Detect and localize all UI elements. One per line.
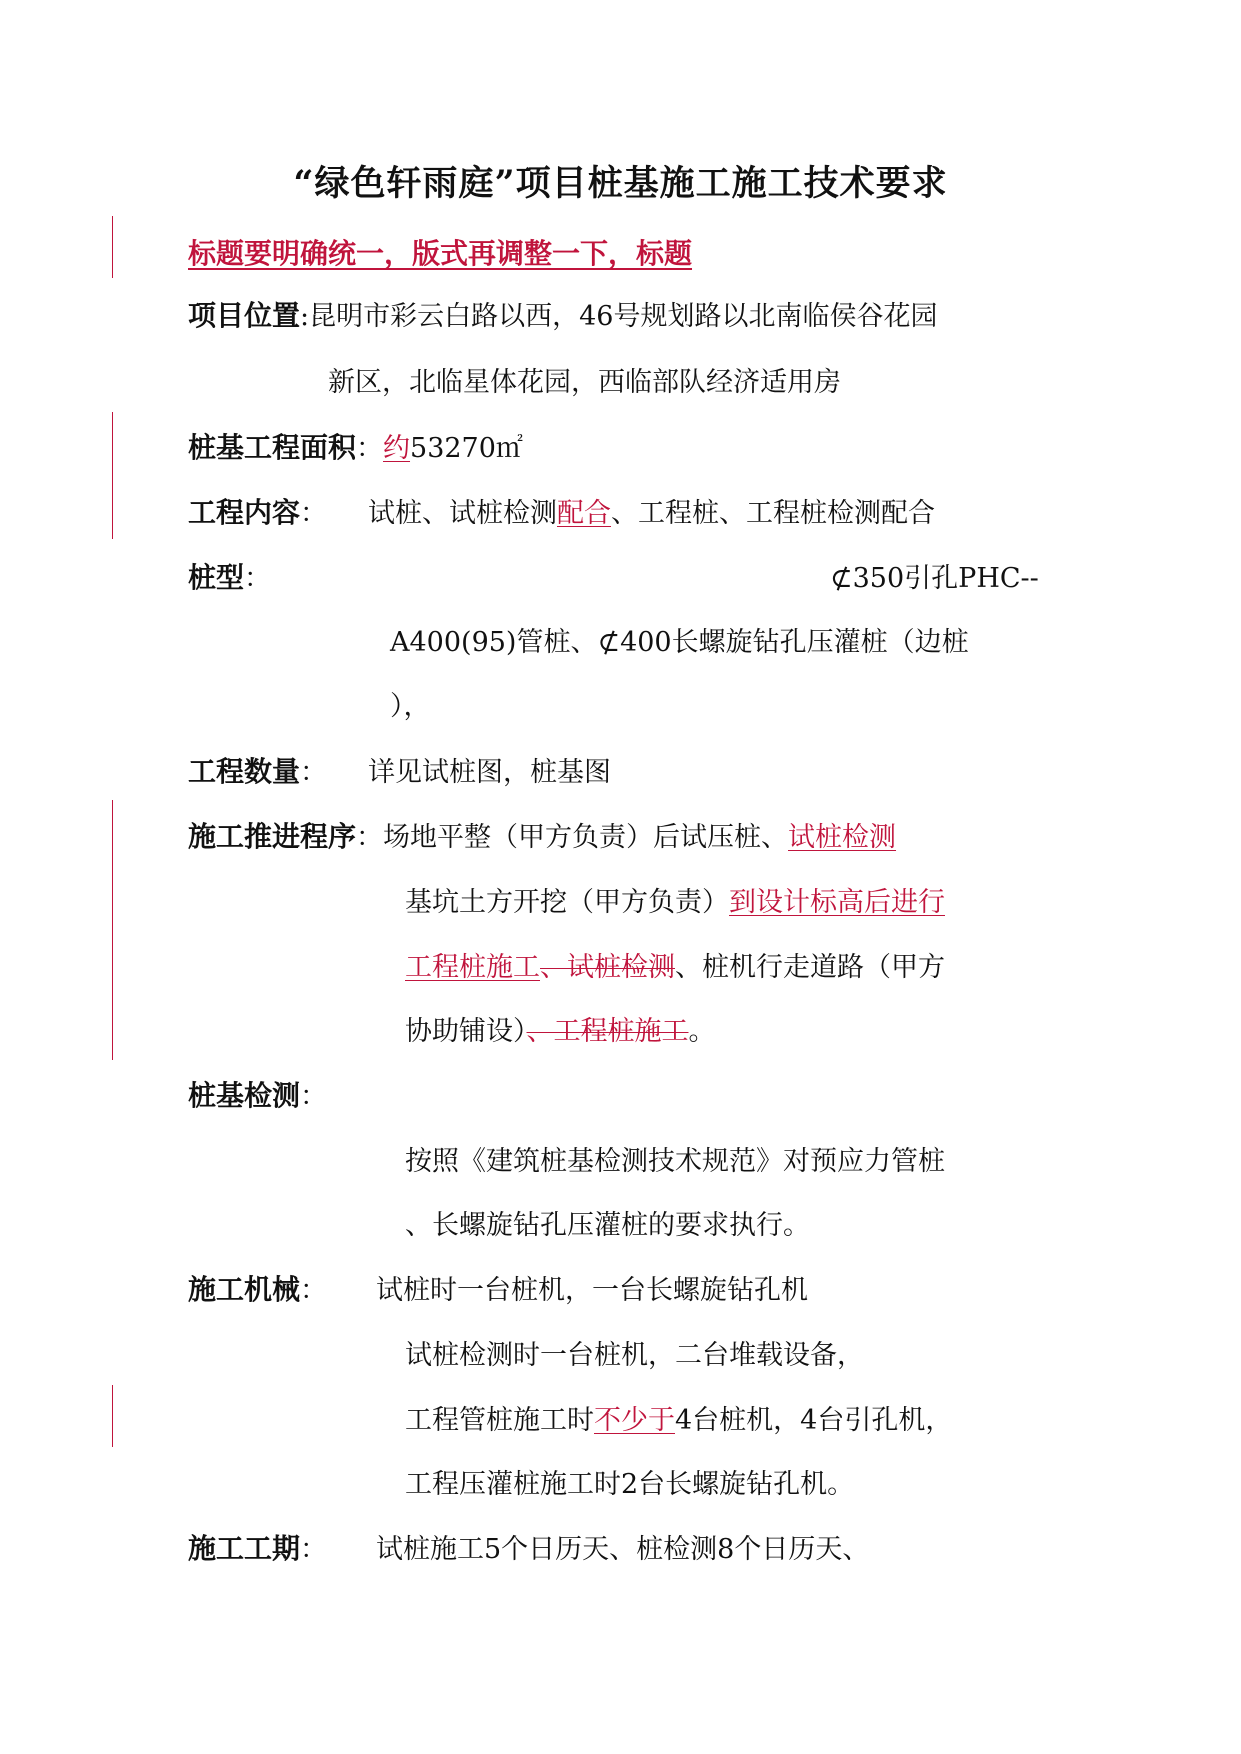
document-title: “绿色轩雨庭”项目桩基施工施工技术要求 [293,163,948,204]
quantity-text: 详见试桩图，桩基图 [368,757,611,788]
inspection-line2: 、长螺旋钻孔压灌桩的要求执行。 [405,1210,810,1241]
schedule-row: 施工工期： [188,1532,328,1565]
inserted-text: 到设计标高后进行 [729,887,945,918]
schedule-label: 施工工期 [188,1532,301,1565]
content-text: 试桩、试桩检测配合、工程桩、工程桩检测配合 [368,498,935,529]
inserted-text: 不少于 [594,1405,675,1436]
pile-type-line1: ⊄350引孔PHC-- [830,563,1039,594]
procedure-label: 施工推进程序 [188,820,357,853]
area-value: 53270㎡ [410,433,523,464]
inserted-text: 工程桩施工 [405,952,540,983]
content-label: 工程内容 [188,496,301,529]
machinery-row: 施工机械： [188,1273,328,1306]
change-bar [112,1385,113,1447]
change-bar [112,412,113,539]
deleted-text: 、试桩检测 [540,952,675,983]
pile-type-line3: ）， [390,691,431,722]
pile-type-label: 桩型 [188,561,245,594]
schedule-text: 试桩施工5个日历天、桩检测8个日历天、 [376,1534,870,1565]
location-text: 昆明市彩云白路以西，46号规划路以北南临侯谷花园 [309,301,938,332]
procedure-line4: 协助铺设）、工程桩施工。 [405,1016,716,1047]
quantity-row: 工程数量： [188,755,328,788]
quantity-label: 工程数量 [188,755,301,788]
location-line2: 新区，北临星体花园，西临部队经济适用房 [328,367,841,398]
machinery-line2: 试桩检测时一台桩机，二台堆载设备， [405,1340,864,1371]
procedure-row: 施工推进程序：场地平整（甲方负责）后试压桩、试桩检测 [188,820,897,853]
pile-type-row: 桩型： [188,561,272,594]
location-row: 项目位置:昆明市彩云白路以西，46号规划路以北南临侯谷花园 [188,299,938,332]
machinery-line4: 工程压灌桩施工时2台长螺旋钻孔机。 [405,1469,855,1500]
inserted-text: 配合 [557,498,611,529]
revision-note: 标题要明确统一，版式再调整一下，标题 [188,237,693,270]
content-row: 工程内容： [188,496,328,529]
area-row: 桩基工程面积：约53270㎡ [188,431,523,464]
pile-type-line2: A400(95)管桩、⊄400长螺旋钻孔压灌桩（边桩 [390,627,969,658]
area-label: 桩基工程面积 [188,431,357,464]
inspection-line1: 按照《建筑桩基检测技术规范》对预应力管桩 [405,1146,945,1177]
change-bar [112,800,113,1060]
procedure-line3: 工程桩施工、试桩检测、桩机行走道路（甲方 [405,952,945,983]
procedure-line2: 基坑土方开挖（甲方负责）到设计标高后进行 [405,887,945,918]
inserted-text: 试桩检测 [788,822,897,853]
location-label: 项目位置 [188,299,301,332]
inspection-label: 桩基检测 [188,1079,301,1112]
change-bar [112,216,113,278]
machinery-line3: 工程管桩施工时不少于4台桩机，4台引孔机， [405,1405,953,1436]
deleted-text: 、工程桩施工 [526,1016,689,1047]
machinery-line1: 试桩时一台桩机，一台长螺旋钻孔机 [376,1275,808,1306]
inspection-row: 桩基检测： [188,1079,328,1112]
machinery-label: 施工机械 [188,1273,301,1306]
inserted-text: 约 [383,433,411,464]
